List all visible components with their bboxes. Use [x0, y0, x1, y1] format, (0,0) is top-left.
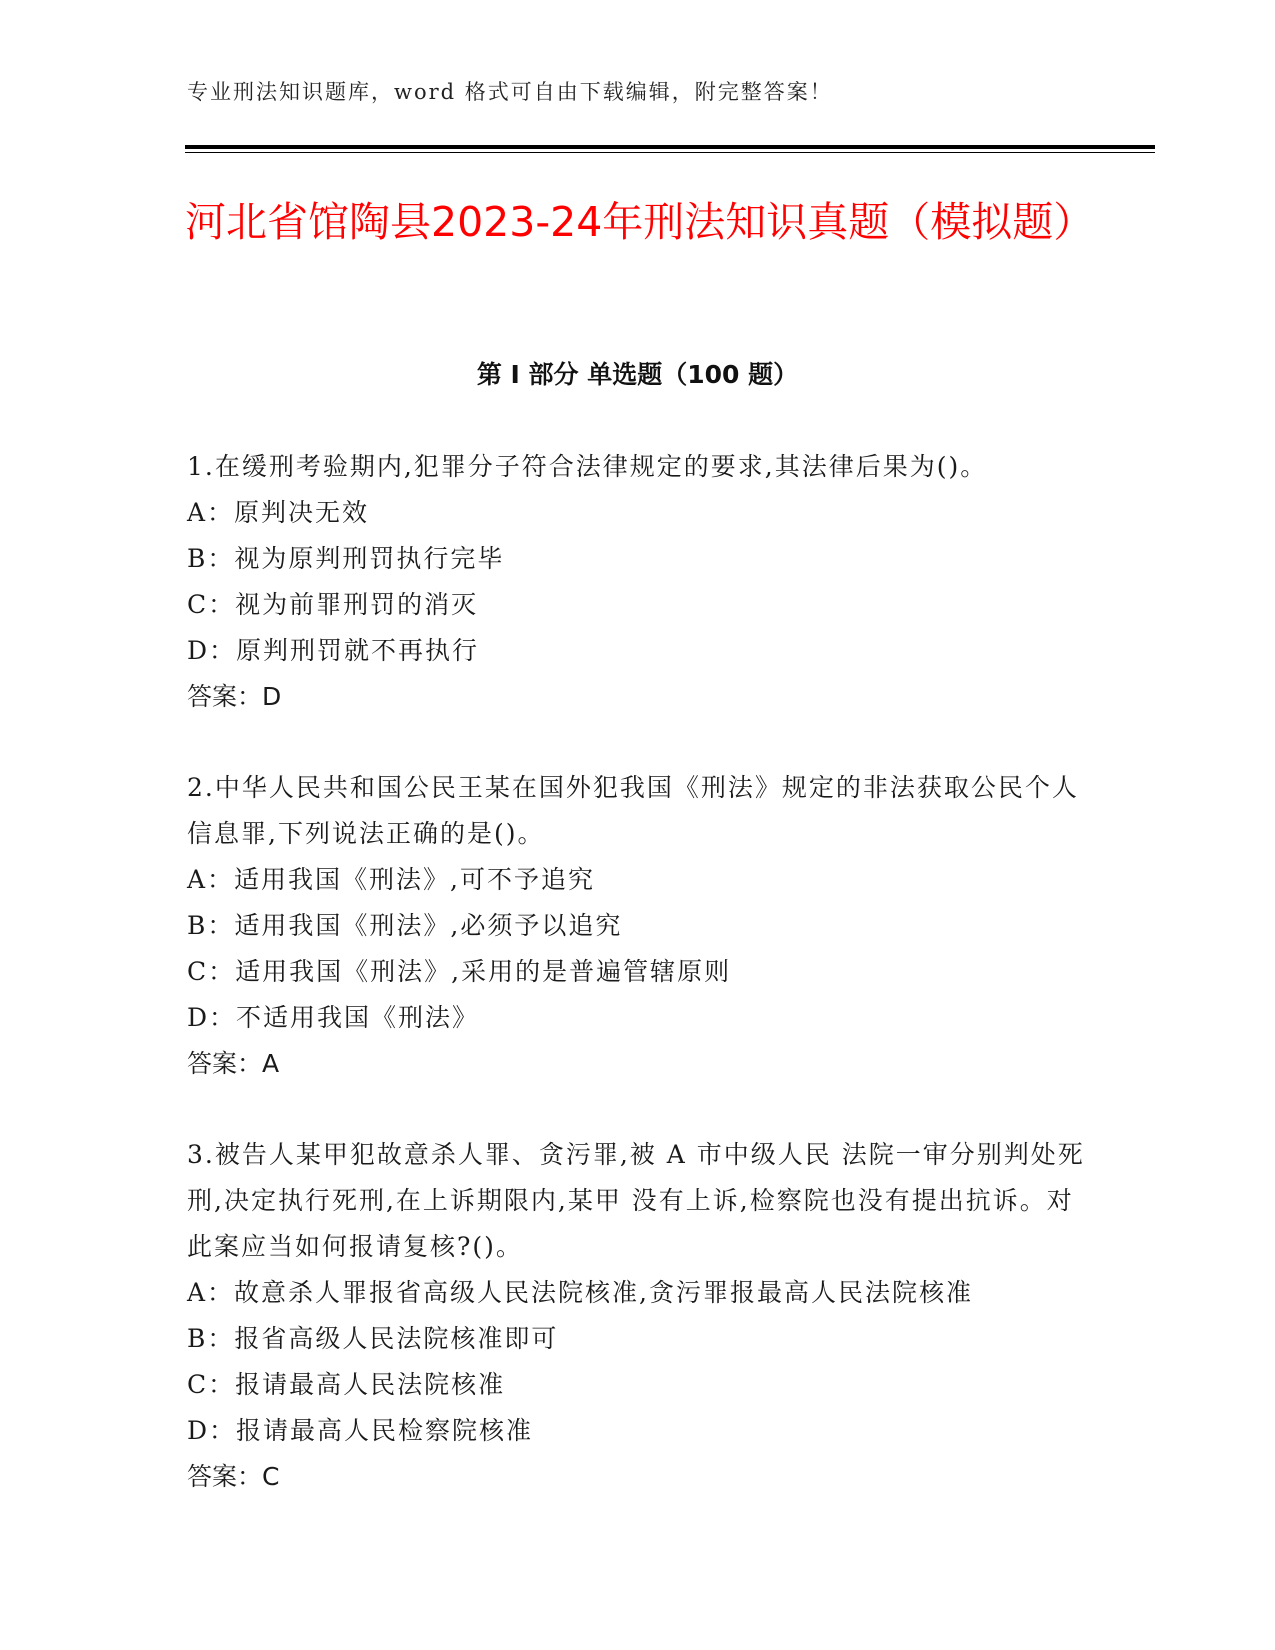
option-d: D：不适用我国《刑法》: [187, 1003, 480, 1032]
option-d: D：原判刑罚就不再执行: [187, 636, 480, 665]
option-c: C：适用我国《刑法》,采用的是普遍管辖原则: [187, 957, 732, 986]
question-stem: 3.被告人某甲犯故意杀人罪、贪污罪,被 A 市中级人民 法院一审分别判处死刑,决定执行死刑,在上诉期限内,某甲 没有上诉,检察院也没有提出抗诉。对此案应当如何报请复核?()。: [187, 1140, 1085, 1261]
question-1: [187, 444, 1087, 720]
question-list: [187, 444, 1087, 1545]
answer: 答案：A: [187, 1049, 280, 1078]
option-a: A：适用我国《刑法》,可不予追究: [187, 865, 596, 894]
section-title: 第 I 部分 单选题（100 题）: [476, 360, 799, 389]
question-stem: 2.中华人民共和国公民王某在国外犯我国《刑法》规定的非法获取公民个人信息罪,下列说法正确的是()。: [187, 773, 1079, 848]
question-2: [187, 765, 1087, 1087]
option-c: C：视为前罪刑罚的消灭: [187, 590, 479, 619]
option-b: B：适用我国《刑法》,必须予以追究: [187, 911, 623, 940]
header-rule: [185, 145, 1155, 149]
option-b: B：报省高级人民法院核准即可: [187, 1324, 559, 1353]
answer: 答案：D: [187, 682, 282, 711]
option-a: A：原判决无效: [187, 498, 370, 527]
document-title: 河北省馆陶县2023-24年刑法知识真题（模拟题）: [185, 198, 1095, 246]
question-3: [187, 1132, 1087, 1500]
header-note: 专业刑法知识题库，word 格式可自由下载编辑，附完整答案！: [187, 80, 833, 104]
option-d: D：报请最高人民检察院核准: [187, 1416, 534, 1445]
header-rule-thin: [185, 152, 1155, 153]
question-stem: 1.在缓刑考验期内,犯罪分子符合法律规定的要求,其法律后果为()。: [187, 452, 988, 481]
answer: 答案：C: [187, 1462, 280, 1491]
option-c: C：报请最高人民法院核准: [187, 1370, 506, 1399]
option-b: B：视为原判刑罚执行完毕: [187, 544, 505, 573]
option-a: A：故意杀人罪报省高级人民法院核准,贪污罪报最高人民法院核准: [187, 1278, 974, 1307]
